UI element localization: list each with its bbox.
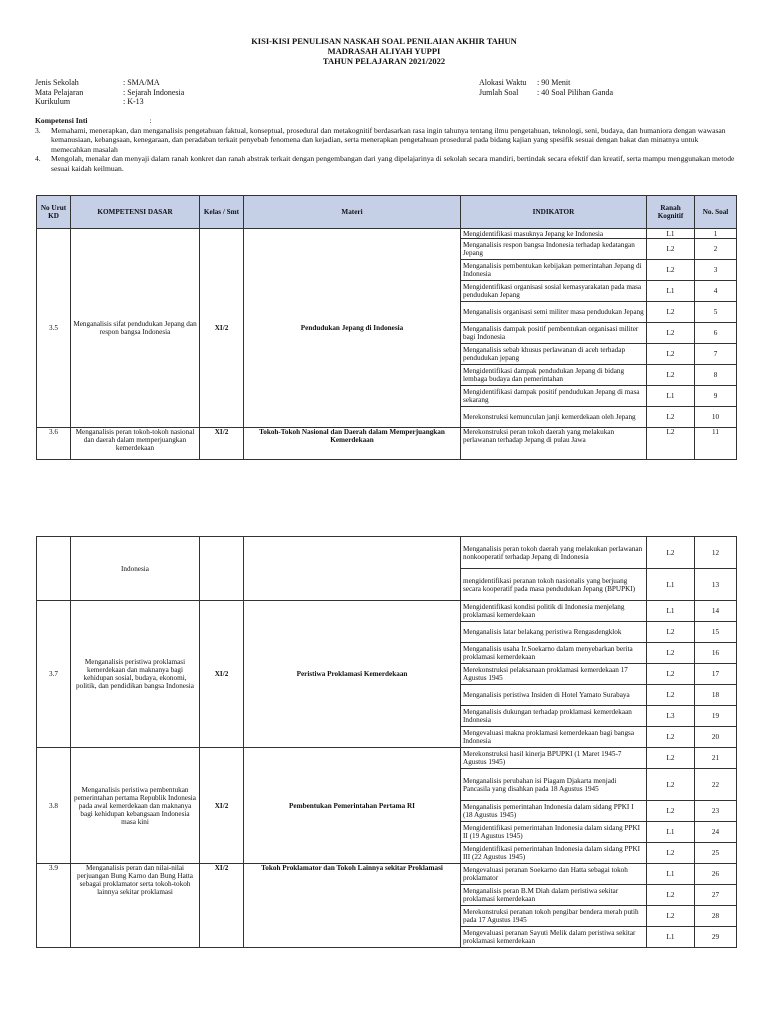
table-row [37, 229, 737, 239]
kd-materi: Pendudukan Jepang di Indonesia [244, 229, 461, 428]
meta-label: Mata Pelajaran [35, 87, 84, 97]
indikator: Menganalisis organisasi semi militer masa pendudukan Jepang [461, 302, 647, 323]
indikator: Mengidentifikasi pemerintahan Indonesia dalam sidang PPKI II (19 Agustus 1945) [461, 822, 647, 843]
kisi-table-2 [36, 536, 737, 948]
no-soal: 14 [695, 601, 737, 622]
ranah: L2 [647, 906, 695, 927]
ki-text: Mengolah, menalar dan menyaji dalam ranah konkret dan ranah abstrak terkait dengan pengembangan dari yang dipelajarinya di sekolah secara mandiri, bertindak secara efektif dan kreatif, serta mampu menggunakan metode sesuai kaidah keilmuan. [51, 154, 735, 173]
no-soal: 2 [695, 239, 737, 260]
ranah: L2 [647, 885, 695, 906]
indikator: Menganalisis sebab khusus perlawanan di aceh terhadap pendudukan jepang [461, 344, 647, 365]
indikator: Mengevaluasi peranan Soekarno dan Hatta sebagai tokoh proklamator [461, 864, 647, 885]
ranah: L1 [647, 864, 695, 885]
indikator: Menganalisis usaha Ir.Soekarno dalam menyebarkan berita proklamasi kemerdekaan [461, 643, 647, 664]
kd-number: 3.8 [37, 748, 71, 864]
no-soal: 15 [695, 622, 737, 643]
no-soal: 9 [695, 386, 737, 407]
header-materi: Materi [244, 196, 461, 229]
no-soal: 8 [695, 365, 737, 386]
kd-materi: Tokoh-Tokoh Nasional dan Daerah dalam Memperjuangkan Kemerdekaan [244, 428, 461, 460]
no-soal: 27 [695, 885, 737, 906]
kd-materi: Peristiwa Proklamasi Kemerdekaan [244, 601, 461, 748]
kd-number: 3.5 [37, 229, 71, 428]
ranah: L2 [647, 685, 695, 706]
kd-number [37, 537, 71, 601]
ranah: L2 [647, 302, 695, 323]
no-soal: 11 [695, 428, 737, 460]
indikator: Merekonstruksi pelaksanaan proklamasi kemerdekaan 17 Agustus 1945 [461, 664, 647, 685]
kompetensi-inti [35, 116, 735, 174]
ki-colon: : [149, 116, 152, 125]
ranah: L3 [647, 706, 695, 727]
kd-kelas: XI/2 [200, 229, 244, 428]
kd-materi: Tokoh Proklamator dan Tokoh Lainnya sekitar Proklamasi [244, 864, 461, 948]
ranah: L2 [647, 239, 695, 260]
header-line-2: MADRASAH ALIYAH YUPPI [327, 46, 441, 56]
kd-text: Menganalisis peran dan nilai-nilai perjuangan Bung Karno dan Bung Hatta sebagai proklamator serta tokoh-tokoh lainnya sekitar proklamasi [71, 864, 200, 948]
header-line-1: KISI-KISI PENULISAN NASKAH SOAL PENILAIAN AKHIR TAHUN [251, 36, 517, 46]
no-soal: 19 [695, 706, 737, 727]
indikator: Mengidentifikasi dampak positif pendudukan Jepang di masa sekarang [461, 386, 647, 407]
kd-text: Indonesia [71, 537, 200, 601]
meta-left [35, 78, 184, 107]
ki-text: Memahami, menerapkan, dan menganalisis pengetahuan faktual, konseptual, prosedural dan metakognitif berdasarkan rasa ingin tahunya tentang ilmu pengetahuan, teknologi, seni, budaya, dan humaniora dengan wawasan kemanusiaan, kebangsaan, kenegaraan, dan peradaban terkait penyebab fenomena dan kejadian, serta menerapkan pengetahuan prosedural pada bidang kajian yang spesifik sesuai dengan bakat dan minatnya untuk memecahkan masalah [51, 125, 726, 154]
no-soal: 20 [695, 727, 737, 748]
ranah: L2 [647, 260, 695, 281]
meta-label: Alokasi Waktu [479, 78, 527, 87]
header-ranah: Ranah Kognitif [647, 196, 695, 229]
no-soal: 22 [695, 769, 737, 801]
indikator: Merekonstruksi peranan tokoh pengibar bendera merah putih pada 17 Agustus 1945 [461, 906, 647, 927]
ki-item [35, 154, 735, 173]
kd-materi [244, 537, 461, 601]
table-row [37, 537, 737, 569]
meta-value: : Sejarah Indonesia [123, 87, 185, 97]
ranah: L2 [647, 664, 695, 685]
no-soal: 1 [695, 229, 737, 239]
kd-text: Menganalisis sifat pendudukan Jepang dan respon bangsa Indonesia [71, 229, 200, 428]
no-soal: 5 [695, 302, 737, 323]
kd-number: 3.6 [37, 428, 71, 460]
no-soal: 28 [695, 906, 737, 927]
ki-num: 4. [35, 154, 41, 164]
indikator: Mengevaluasi peranan Sayuti Melik dalam peristiwa sekitar proklamasi kemerdekaan [461, 927, 647, 948]
table-row [37, 864, 737, 885]
header-kd: KOMPETENSI DASAR [71, 196, 200, 229]
no-soal: 25 [695, 843, 737, 864]
kd-kelas [200, 537, 244, 601]
no-soal: 10 [695, 407, 737, 428]
kd-kelas: XI/2 [200, 601, 244, 748]
no-soal: 21 [695, 748, 737, 769]
no-soal: 17 [695, 664, 737, 685]
meta-value: : 90 Menit [537, 78, 571, 87]
header-nosoal: No. Soal [695, 196, 737, 229]
no-soal: 7 [695, 344, 737, 365]
indikator: Merekonstruksi peran tokoh daerah yang melakukan perlawanan terhadap Jepang di pulau Jawa [461, 428, 647, 460]
ki-num: 3. [35, 125, 41, 135]
meta-value: : SMA/MA [123, 78, 160, 87]
indikator: Mengidentifikasi masuknya Jepang ke Indonesia [461, 229, 647, 239]
indikator: Menganalisis dampak positif pembentukan organisasi militer bagi Indonesia [461, 323, 647, 344]
indikator: Menganalisis dukungan terhadap proklamasi kemerdekaan Indonesia [461, 706, 647, 727]
no-soal: 6 [695, 323, 737, 344]
ranah: L1 [647, 927, 695, 948]
kd-number: 3.7 [37, 601, 71, 748]
kd-kelas: XI/2 [200, 864, 244, 948]
kd-text: Menganalisis peristiwa pembentukan pemerintahan pertama Republik Indonesia pada awal kemerdekaan dan maknanya bagi kehidupan kebangsaan Indonesia masa kini [71, 748, 200, 864]
indikator: Mengidentifikasi kondisi politik di Indonesia menjelang proklamasi kemerdekaan [461, 601, 647, 622]
ranah: L2 [647, 344, 695, 365]
table-row [37, 748, 737, 769]
ranah: L2 [647, 622, 695, 643]
indikator: Menganalisis peristiwa Insiden di Hotel Yamato Surabaya [461, 685, 647, 706]
indikator: Menganalisis perubahan isi Piagam Djakarta menjadi Pancasila yang disahkan pada 18 Agustus 1945 [461, 769, 647, 801]
document-header [0, 36, 768, 66]
meta-label: Jumlah Soal [479, 87, 519, 97]
kd-kelas: XI/2 [200, 748, 244, 864]
ranah: L1 [647, 386, 695, 407]
indikator: Mengidentifikasi organisasi sosial kemasyarakatan pada masa pendudukan Jepang [461, 281, 647, 302]
kd-text: Menganalisis peristiwa proklamasi kemerdekaan dan maknanya bagi kehidupan sosial, budaya, ekonomi, politik, dan pendidikan bangsa Indonesia [71, 601, 200, 748]
no-soal: 23 [695, 801, 737, 822]
ranah: L2 [647, 365, 695, 386]
indikator: mengidentifikasi peranan tokoh nasionalis yang berjuang secara kooperatif pada masa pendudukan Jepang (BPUPKI) [461, 569, 647, 601]
indikator: Menganalisis latar belakang peristiwa Rengasdengklok [461, 622, 647, 643]
ranah: L2 [647, 428, 695, 460]
table-row [37, 601, 737, 622]
ranah: L1 [647, 601, 695, 622]
indikator: Menganalisis pembentukan kebijakan pemerintahan Jepang di Indonesia [461, 260, 647, 281]
ranah: L2 [647, 323, 695, 344]
kd-number: 3.9 [37, 864, 71, 948]
no-soal: 29 [695, 927, 737, 948]
indikator: Merekonstruksi hasil kinerja BPUPKI (1 Maret 1945-7 Agustus 1945) [461, 748, 647, 769]
ranah: L2 [647, 801, 695, 822]
header-no: No Urut KD [37, 196, 71, 229]
header-kelas: Kelas / Smt [200, 196, 244, 229]
table-row [37, 428, 737, 460]
ranah: L1 [647, 281, 695, 302]
meta-label: Kurikulum [35, 97, 71, 106]
no-soal: 13 [695, 569, 737, 601]
ranah: L1 [647, 822, 695, 843]
ki-title: Kompetensi Inti [35, 116, 88, 125]
indikator: Menganalisis peran B.M Diah dalam peristiwa sekitar proklamasi kemerdekaan [461, 885, 647, 906]
ranah: L2 [647, 537, 695, 569]
kd-materi: Pembentukan Pemerintahan Pertama RI [244, 748, 461, 864]
indikator: Mengidentifikasi dampak pendudukan Jepang di bidang lembaga budaya dan pemerintahan [461, 365, 647, 386]
table-header-row [37, 196, 737, 229]
no-soal: 3 [695, 260, 737, 281]
no-soal: 26 [695, 864, 737, 885]
ranah: L2 [647, 769, 695, 801]
indikator: Menganalisis pemerintahan Indonesia dalam sidang PPKI I (18 Agustus 1945) [461, 801, 647, 822]
header-indikator: INDIKATOR [461, 196, 647, 229]
ranah: L2 [647, 643, 695, 664]
indikator: Menganalisis peran tokoh daerah yang melakukan perlawanan nonkooperatif terhadap Jepang di Indonesia [461, 537, 647, 569]
indikator: Mengevaluasi makna proklamasi kemerdekaan bagi bangsa Indonesia [461, 727, 647, 748]
ranah: L1 [647, 229, 695, 239]
kd-text: Menganalisis peran tokoh-tokoh nasional dan daerah dalam memperjuangkan kemerdekaan [71, 428, 200, 460]
indikator: Menganalisis respon bangsa Indonesia terhadap kedatangan Jepang [461, 239, 647, 260]
no-soal: 24 [695, 822, 737, 843]
indikator: Merekonstruksi kemunculan janji kemerdekaan oleh Jepang [461, 407, 647, 428]
ranah: L1 [647, 569, 695, 601]
no-soal: 18 [695, 685, 737, 706]
meta-label: Jenis Sekolah [35, 78, 79, 87]
no-soal: 12 [695, 537, 737, 569]
ki-item [35, 126, 735, 155]
no-soal: 4 [695, 281, 737, 302]
ranah: L2 [647, 407, 695, 428]
kd-kelas: XI/2 [200, 428, 244, 460]
indikator: Mengidentifikasi pemerintahan Indonesia dalam sidang PPKI III (22 Agustus 1945) [461, 843, 647, 864]
no-soal: 16 [695, 643, 737, 664]
header-line-3: TAHUN PELAJARAN 2021/2022 [322, 56, 446, 66]
ranah: L2 [647, 843, 695, 864]
ranah: L2 [647, 727, 695, 748]
meta-value: : K-13 [123, 97, 144, 106]
meta-right [479, 78, 613, 97]
ranah: L2 [647, 748, 695, 769]
meta-value: : 40 Soal Pilihan Ganda [537, 87, 613, 97]
kisi-table-1 [36, 195, 737, 460]
